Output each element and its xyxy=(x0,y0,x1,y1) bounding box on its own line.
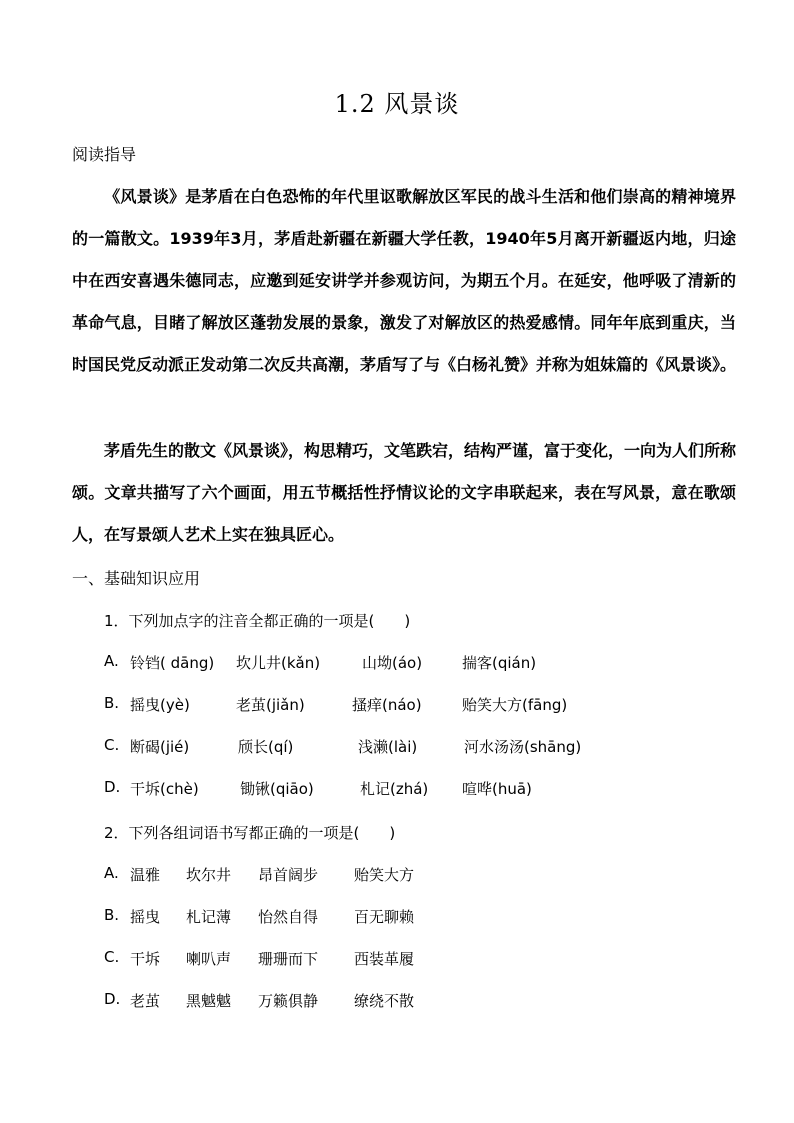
option-item: 铃铛( dāng) xyxy=(130,654,215,672)
guide-paragraph-2 xyxy=(72,430,736,556)
option-item: 揣客(qián) xyxy=(462,654,537,672)
guide-paragraph-1 xyxy=(72,176,736,386)
option-item: 札记(zhá) xyxy=(360,780,429,798)
option-item: 怡然自得 xyxy=(258,908,319,926)
guide-paragraph-1-text: 《风景谈》是茅盾在白色恐怖的年代里讴歌解放区军民的战斗生活和他们崇高的精神境界的一篇散文。1939年3月，茅盾赴新疆在新疆大学任教，1940年5月离开新疆返内地，归途中在西安喜遇朱德同志，应邀到延安讲学并参观访问，为期五个月。在延安，他呼吸了清新的革命气息，目睹了解放区蓬勃发展的景象，激发了对解放区的热爱感情。同年年底到重庆，当时国民党反动派正发动第二次反共高潮，茅盾写了与《白杨礼赞》并称为姐妹篇的《风景谈》。 xyxy=(72,187,737,374)
option-item: 老茧(jiǎn) xyxy=(236,696,305,714)
option-item: 山坳(áo) xyxy=(362,654,423,672)
option-item: 喇叭声 xyxy=(186,950,232,968)
option-letter: C. xyxy=(104,948,120,966)
option-item: 贻笑大方(fāng) xyxy=(462,696,568,714)
option-item: 坎儿井(kǎn) xyxy=(236,654,321,672)
option-item: 贻笑大方 xyxy=(354,866,415,884)
option-letter: A. xyxy=(104,864,119,882)
question-2-stem: 2．下列各组词语书写都正确的一项是( ) xyxy=(104,824,396,842)
option-item: 浅濑(lài) xyxy=(358,738,418,756)
option-letter: D. xyxy=(104,778,121,796)
reading-guide-heading: 阅读指导 xyxy=(72,145,137,164)
question-1-stem: 1．下列加点字的注音全都正确的一项是( ) xyxy=(104,612,411,630)
option-item: 缭绕不散 xyxy=(354,992,415,1010)
option-letter: D. xyxy=(104,990,121,1008)
option-item: 断碣(jié) xyxy=(130,738,190,756)
option-item: 摇曳 xyxy=(130,908,161,926)
guide-paragraph-2-text: 茅盾先生的散文《风景谈》，构思精巧，文笔跌宕，结构严谨，富于变化，一向为人们所称颂。文章共描写了六个画面，用五节概括性抒情议论的文字串联起来，表在写风景，意在歌颂人，在写景颂人艺术上实在独具匠心。 xyxy=(72,441,737,544)
option-item: 颀长(qí) xyxy=(238,738,294,756)
option-item: 锄锹(qiāo) xyxy=(240,780,314,798)
page-title: 1.2 风景谈 xyxy=(334,90,460,118)
option-item: 干坼(chè) xyxy=(130,780,199,798)
option-item: 老茧 xyxy=(130,992,161,1010)
option-letter: B. xyxy=(104,694,120,712)
option-item: 黑魆魆 xyxy=(186,992,232,1010)
option-item: 昂首阔步 xyxy=(258,866,319,884)
section-heading: 一、基础知识应用 xyxy=(72,569,201,588)
option-item: 珊珊而下 xyxy=(258,950,319,968)
option-item: 干坼 xyxy=(130,950,161,968)
option-item: 温雅 xyxy=(130,866,161,884)
option-item: 札记薄 xyxy=(186,908,232,926)
option-item: 坎尔井 xyxy=(186,866,232,884)
option-letter: C. xyxy=(104,736,120,754)
option-item: 喧哗(huā) xyxy=(462,780,532,798)
option-letter: B. xyxy=(104,906,120,924)
option-item: 西装革履 xyxy=(354,950,415,968)
option-item: 河水汤汤(shāng) xyxy=(464,738,582,756)
option-item: 万籁俱静 xyxy=(258,992,319,1010)
option-item: 百无聊赖 xyxy=(354,908,415,926)
option-item: 摇曳(yè) xyxy=(130,696,190,714)
option-item: 搔痒(náo) xyxy=(352,696,422,714)
option-letter: A. xyxy=(104,652,119,670)
